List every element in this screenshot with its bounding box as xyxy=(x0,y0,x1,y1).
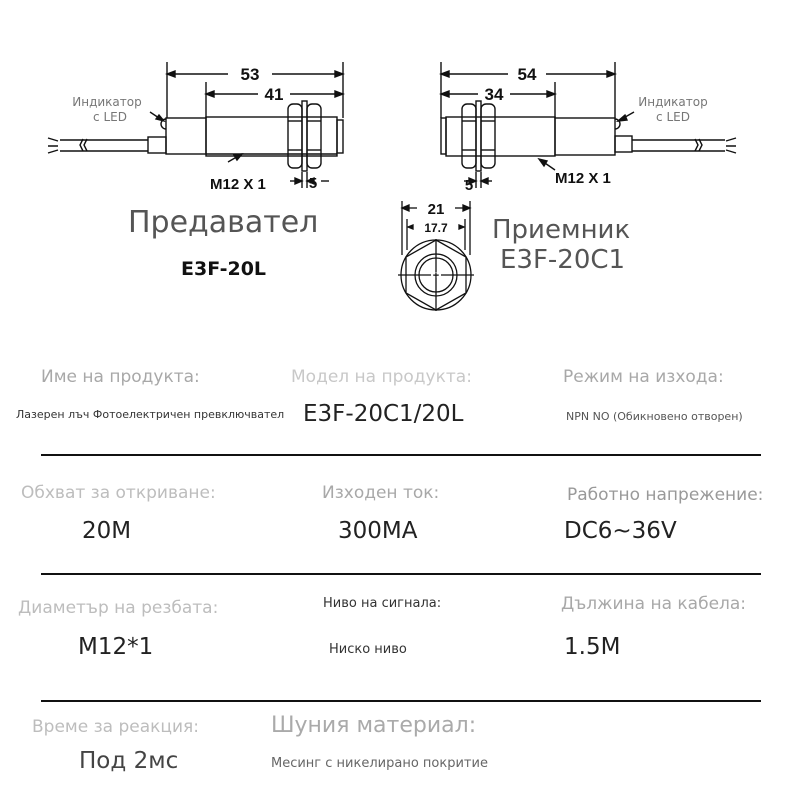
receiver-model: E3F-20C1 xyxy=(500,245,626,275)
spec-label-thread-diameter: Диаметър на резбата: xyxy=(18,598,219,618)
dim-body-label: 41 xyxy=(264,85,284,104)
spec-value-detection-range: 20M xyxy=(82,518,132,544)
spec-label-product-name: Име на продукта: xyxy=(41,367,200,387)
spec-value-response-time: Под 2мс xyxy=(79,748,179,774)
spec-label-detection-range: Обхват за откриване: xyxy=(21,483,216,503)
spec-label-model: Модел на продукта: xyxy=(291,367,472,387)
dim-overall-label: 54 xyxy=(517,65,537,84)
led-label-2: с LED xyxy=(93,110,127,124)
thread-label: M12 X 1 xyxy=(555,170,611,187)
divider xyxy=(41,454,761,456)
dim-body-label: 34 xyxy=(484,85,504,104)
dim-inner-label: 17.7 xyxy=(424,221,448,235)
spec-label-cable-length: Дължина на кабела: xyxy=(561,594,747,614)
receiver-title: Приемник xyxy=(492,215,631,245)
spec-value-housing-material: Месинг с никелирано покритие xyxy=(271,756,488,771)
transmitter-model: E3F-20L xyxy=(181,258,267,280)
dim-nut-label: 5 xyxy=(464,177,474,194)
spec-label-operating-voltage: Работно напрежение: xyxy=(567,485,764,505)
dim-overall-label: 53 xyxy=(240,65,260,84)
end-view-drawing xyxy=(395,195,485,325)
svg-text:+: + xyxy=(432,270,440,282)
divider xyxy=(41,573,761,575)
thread-label: M12 X 1 xyxy=(210,176,266,193)
led-label-1: Индикатор xyxy=(72,95,142,109)
spec-label-signal-level: Ниво на сигнала: xyxy=(323,596,442,611)
spec-value-output-mode: NPN NO (Обикновено отворен) xyxy=(566,410,743,423)
spec-label-response-time: Време за реакция: xyxy=(32,717,199,737)
spec-label-housing-material: Шуния материал: xyxy=(271,713,477,738)
divider xyxy=(41,700,761,702)
spec-label-output-current: Изходен ток: xyxy=(322,483,440,503)
spec-value-operating-voltage: DC6~36V xyxy=(564,518,677,544)
led-label-1: Индикатор xyxy=(638,95,708,109)
receiver-drawing xyxy=(400,0,800,200)
led-label-2: с LED xyxy=(656,110,690,124)
spec-value-product-name: Лазерен лъч Фотоелектричен превключвател xyxy=(16,408,285,421)
spec-value-model: E3F-20C1/20L xyxy=(303,401,464,427)
spec-value-cable-length: 1.5M xyxy=(564,634,621,660)
spec-value-thread-diameter: M12*1 xyxy=(78,634,154,660)
spec-label-output-mode: Режим на изхода: xyxy=(563,367,724,387)
dim-outer-label: 21 xyxy=(427,201,445,218)
spec-value-signal-level: Ниско ниво xyxy=(329,642,407,657)
transmitter-title: Предавател xyxy=(128,205,319,240)
dim-nut-label: 5 xyxy=(308,175,318,192)
spec-value-output-current: 300MA xyxy=(338,518,418,544)
transmitter-drawing xyxy=(0,0,400,200)
